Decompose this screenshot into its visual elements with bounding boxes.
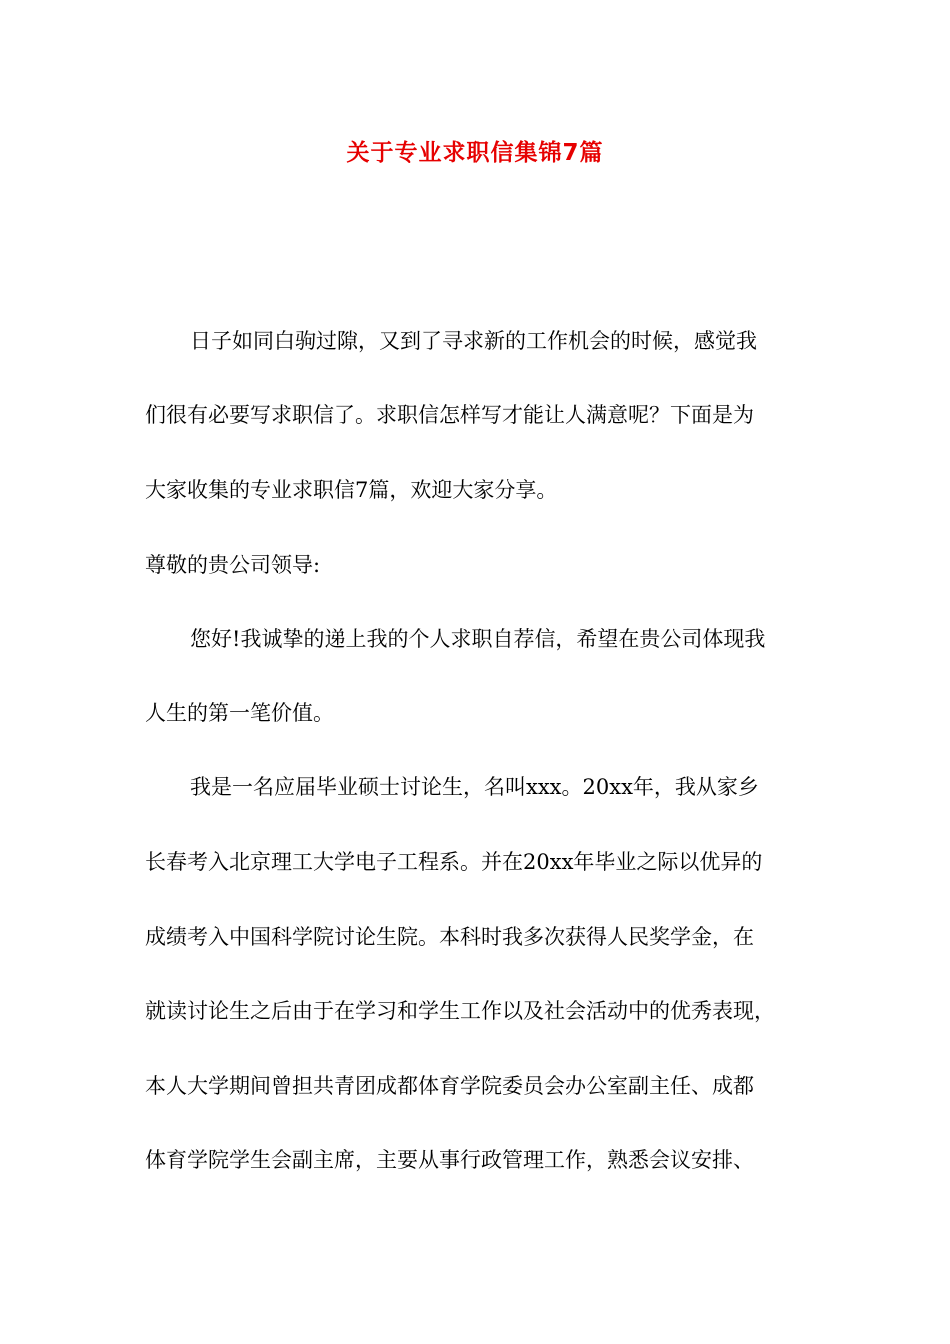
line-text: 我是一名应届毕业硕士讨论生，名叫xxx。20xx年，我从家乡 [190,775,759,799]
line-text: 本人大学期间曾担共青团成都体育学院委员会办公室副主任、成都 [145,1074,754,1098]
line-text: 尊敬的贵公司领导: [145,553,321,577]
line-text: 体育学院学生会副主席，主要从事行政管理工作，熟悉会议安排、 [145,1148,754,1172]
line-text: 长春考入北京理工大学电子工程系。并在20xx年毕业之际以优异的 [145,850,763,874]
line-text: 日子如同白驹过隙，又到了寻求新的工作机会的时候，感觉我 [190,329,757,353]
line-text: 成绩考入中国科学院讨论生院。本科时我多次获得人民奖学金，在 [145,925,754,949]
line-text: 大家收集的专业求职信7篇，欢迎大家分享。 [145,478,558,502]
line-text: 人生的第一笔价值。 [145,701,334,725]
document-title: 关于专业求职信集锦7篇 [346,140,604,166]
line-text: 们很有必要写求职信了。求职信怎样写才能让人满意呢？下面是为 [145,403,754,427]
line-text: 您好!我诚挚的递上我的个人求职自荐信，希望在贵公司体现我 [190,627,766,651]
line-text: 就读讨论生之后由于在学习和学生工作以及社会活动中的优秀表现， [145,999,775,1023]
